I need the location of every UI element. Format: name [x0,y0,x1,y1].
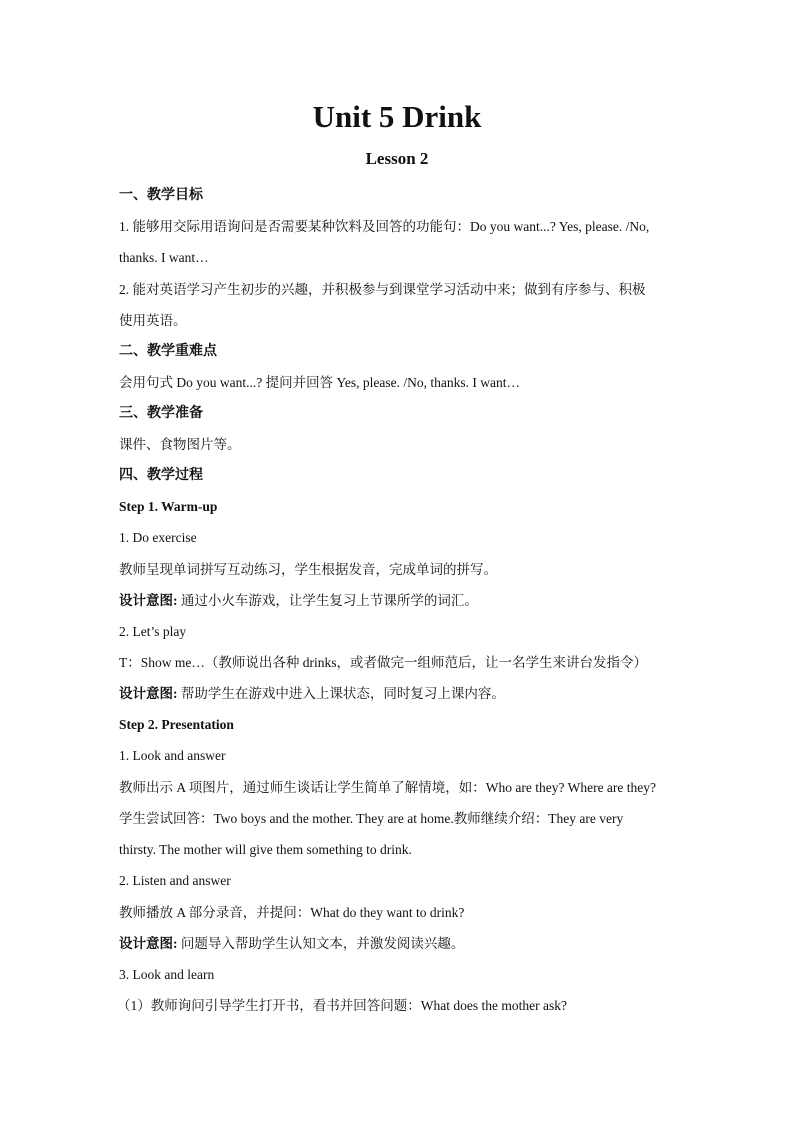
section-heading-key-points: 二、教学重难点 [119,344,217,359]
section-heading-objectives: 一、教学目标 [119,188,203,203]
step-2-heading: Step 2. Presentation [119,717,234,732]
step-1-item-1: 1. Do exercise [119,530,197,545]
step-2-item-3-description: （1）教师询问引导学生打开书，看书并回答问题：What does the mother ask? [117,998,567,1013]
step-2-item-2-intent [119,934,464,954]
design-intent-text: 问题导入帮助学生认知文本，并激发阅读兴趣。 [177,936,465,951]
design-intent-text: 通过小火车游戏，让学生复习上节课所学的词汇。 [177,593,478,608]
objective-2-line-2: 使用英语。 [119,313,187,328]
step-2-item-1-description-1: 教师出示 A 项图片，通过师生谈话让学生简单了解情境，如：Who are they? Where are they? [119,780,657,795]
step-2-item-2: 2. Listen and answer [119,873,231,888]
step-2-item-1-description-3: thirsty. The mother will give them something to drink. [119,842,412,857]
step-1-item-2-description: T：Show me…（教师说出各种 drinks，或者做完一组师范后，让一名学生来讲台发指令） [119,655,647,670]
step-1-item-2-intent [119,684,505,704]
step-1-heading: Step 1. Warm-up [119,499,218,514]
step-1-item-1-intent [119,591,478,611]
objective-2-line-1: 2. 能对英语学习产生初步的兴趣，并积极参与到课堂学习活动中来；做到有序参与、积极 [119,282,646,297]
step-1-item-1-description: 教师呈现单词拼写互动练习，学生根据发音，完成单词的拼写。 [119,562,497,577]
design-intent-label: 设计意图: [119,593,178,608]
step-2-item-1-description-2: 学生尝试回答：Two boys and the mother. They are at home.教师继续介绍：They are very [119,811,624,826]
design-intent-label: 设计意图: [119,686,178,701]
section-heading-preparation: 三、教学准备 [119,406,203,421]
key-point-text: 会用句式 Do you want...? 提问并回答 Yes, please. /No, thanks. I want… [119,375,520,390]
design-intent-text: 帮助学生在游戏中进入上课状态，同时复习上课内容。 [177,686,505,701]
step-2-item-2-description: 教师播放 A 部分录音，并提问：What do they want to drink? [119,905,465,920]
objective-1-line-1: 1. 能够用交际用语询问是否需要某种饮料及回答的功能句：Do you want...? Yes, please. /No, [119,219,650,234]
lesson-subtitle: Lesson 2 [365,149,429,168]
objective-1-line-2: thanks. I want… [119,250,209,265]
step-2-item-3: 3. Look and learn [119,967,215,982]
step-2-item-1: 1. Look and answer [119,748,226,763]
section-heading-process: 四、教学过程 [119,468,203,483]
document-title: Unit 5 Drink [312,99,482,134]
preparation-text: 课件、食物图片等。 [119,437,241,452]
step-1-item-2: 2. Let’s play [119,624,187,639]
design-intent-label: 设计意图: [119,936,178,951]
